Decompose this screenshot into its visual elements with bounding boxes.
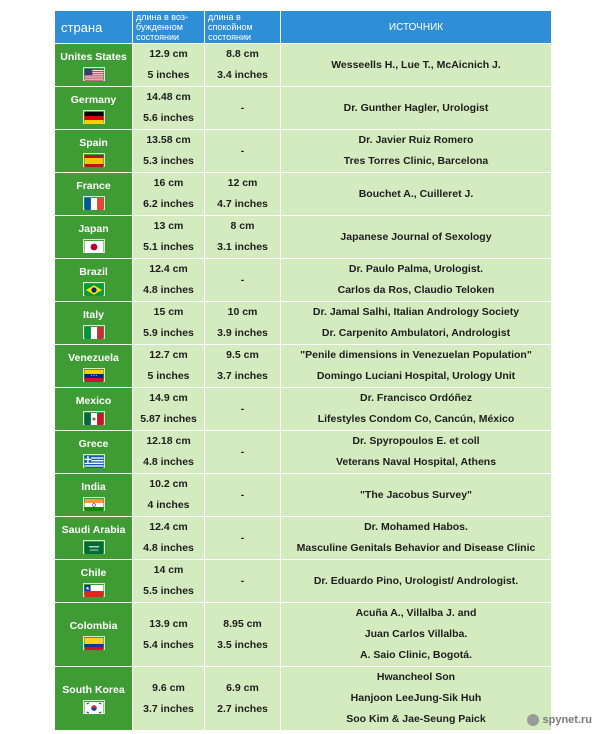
table-row [55, 560, 552, 603]
source-line: Carlos da Ros, Claudio Teloken [337, 284, 495, 296]
country-name: Mexico [75, 394, 112, 407]
header-country: страна [55, 11, 133, 44]
value-line: 14.48 cm [146, 91, 191, 103]
flaccid-length-cell [205, 44, 281, 87]
value-line: - [240, 145, 245, 157]
value-line: 14 cm [153, 564, 184, 576]
source-cell [281, 474, 552, 517]
flag-fr-icon [83, 196, 105, 210]
flaccid-length-cell [205, 173, 281, 216]
flaccid-length-cell [205, 216, 281, 259]
table-row [55, 130, 552, 173]
country-cell [55, 431, 133, 474]
value-line: 5.9 inches [143, 327, 194, 339]
value-line: 10 cm [227, 306, 258, 318]
source-line: Dr. Spyropoulos E. et coll [352, 435, 480, 447]
flaccid-length-cell [205, 603, 281, 667]
value-line: 12.18 cm [146, 435, 191, 447]
country-name: Venezuela [68, 351, 119, 364]
watermark [527, 714, 592, 726]
source-line: Juan Carlos Villalba. [364, 628, 468, 640]
header-erect-length: длина в воз-бужденном состоянии [133, 11, 205, 44]
erect-length-cell [133, 44, 205, 87]
country-name: Italy [82, 308, 104, 321]
country-name: Unites States [60, 50, 127, 63]
source-line: Dr. Eduardo Pino, Urologist/ Andrologist. [313, 574, 519, 587]
value-line: 8 cm [230, 220, 255, 232]
source-line: A. Saio Clinic, Bogotá. [359, 649, 472, 661]
flaccid-length-cell [205, 431, 281, 474]
erect-length-cell [133, 667, 205, 731]
value-line: 5.6 inches [143, 112, 194, 124]
flaccid-length-cell [205, 388, 281, 431]
country-cell [55, 173, 133, 216]
value-line: 5.1 inches [143, 241, 194, 253]
erect-length-cell [133, 173, 205, 216]
header-source: ИСТОЧНИК [281, 11, 552, 44]
source-cell [281, 259, 552, 302]
value-line: 13 cm [153, 220, 184, 232]
country-name: South Korea [62, 684, 125, 696]
erect-length-cell [133, 517, 205, 560]
flag-in-icon [83, 497, 105, 511]
value-line: 13.9 cm [149, 617, 188, 630]
flag-us-icon [83, 67, 105, 81]
erect-length-cell [133, 603, 205, 667]
value-line: - [240, 102, 245, 114]
country-cell [55, 130, 133, 173]
value-line: 3.1 inches [217, 241, 268, 253]
flaccid-length-cell [205, 130, 281, 173]
flag-gr-icon [83, 454, 105, 468]
table-row [55, 44, 552, 87]
country-cell [55, 345, 133, 388]
table-header-row [55, 11, 552, 44]
flaccid-length-cell [205, 667, 281, 731]
source-line: Tres Torres Clinic, Barcelona [343, 155, 489, 167]
flag-ve-icon [83, 368, 105, 382]
value-line: 5 inches [147, 370, 190, 382]
source-cell [281, 173, 552, 216]
table-row [55, 302, 552, 345]
table-row [55, 173, 552, 216]
country-cell [55, 302, 133, 345]
erect-length-cell [133, 431, 205, 474]
source-line: Lifestyles Condom Co, Cancún, México [317, 413, 515, 425]
flag-it-icon [83, 325, 105, 339]
flag-mx-icon [83, 411, 105, 425]
value-line: 6.2 inches [143, 198, 194, 210]
flaccid-length-cell [205, 517, 281, 560]
source-cell [281, 388, 552, 431]
erect-length-cell [133, 302, 205, 345]
country-name: Brazil [79, 265, 108, 278]
value-line: 3.9 inches [217, 327, 268, 339]
source-line: Acuña A., Villalba J. and [355, 607, 477, 619]
value-line: - [240, 575, 245, 587]
erect-length-cell [133, 87, 205, 130]
flag-cl-icon [83, 583, 105, 597]
watermark-text: spynet.ru [542, 714, 592, 726]
value-line: 9.5 cm [226, 349, 259, 361]
source-line: Masculine Genitals Behavior and Disease Clinic [296, 542, 536, 554]
value-line: - [240, 446, 245, 458]
value-line: 5.4 inches [143, 638, 194, 651]
value-line: 5 inches [147, 69, 190, 81]
country-cell [55, 216, 133, 259]
flaccid-length-cell [205, 560, 281, 603]
country-name: Colombia [69, 620, 118, 632]
flaccid-length-cell [205, 345, 281, 388]
value-line: 3.5 inches [217, 638, 268, 651]
flag-br-icon [83, 282, 105, 296]
header-flaccid-length: длина в спокойном состоянии [205, 11, 281, 44]
source-cell [281, 44, 552, 87]
erect-length-cell [133, 388, 205, 431]
source-line: Wesseells H., Lue T., McAicnich J. [331, 58, 501, 71]
flag-es-icon [83, 153, 105, 167]
table-row [55, 345, 552, 388]
country-cell [55, 603, 133, 667]
source-cell [281, 560, 552, 603]
table-row [55, 667, 552, 731]
table-row [55, 474, 552, 517]
erect-length-cell [133, 474, 205, 517]
country-cell [55, 44, 133, 87]
table-row [55, 431, 552, 474]
flag-sa-icon [83, 540, 105, 554]
source-line: Dr. Francisco Ordóñez [359, 392, 473, 404]
country-cell [55, 87, 133, 130]
size-table [54, 10, 552, 731]
value-line: 4.7 inches [217, 198, 268, 210]
erect-length-cell [133, 560, 205, 603]
flag-de-icon [83, 110, 105, 124]
country-name: Japan [78, 222, 109, 235]
source-cell [281, 302, 552, 345]
value-line: 16 cm [153, 177, 184, 189]
source-line: Japanese Journal of Sexology [340, 230, 492, 243]
erect-length-cell [133, 259, 205, 302]
value-line: 10.2 cm [149, 478, 188, 490]
flaccid-length-cell [205, 259, 281, 302]
source-line: Bouchet A., Cuilleret J. [358, 187, 474, 200]
country-cell [55, 560, 133, 603]
country-cell [55, 259, 133, 302]
flaccid-length-cell [205, 302, 281, 345]
source-cell [281, 87, 552, 130]
source-line: Dr. Gunther Hagler, Urologist [343, 101, 489, 114]
erect-length-cell [133, 130, 205, 173]
table-row [55, 259, 552, 302]
value-line: 8.95 cm [223, 617, 262, 630]
value-line: 5.87 inches [140, 413, 197, 425]
flaccid-length-cell [205, 474, 281, 517]
source-line: "Penile dimensions in Venezuelan Population" [300, 349, 532, 361]
value-line: 12.9 cm [149, 48, 188, 60]
source-cell [281, 431, 552, 474]
source-line: Dr. Mohamed Habos. [364, 521, 468, 533]
table-row [55, 517, 552, 560]
value-line: 12 cm [227, 177, 258, 189]
table-row [55, 216, 552, 259]
source-cell [281, 216, 552, 259]
source-line: Veterans Naval Hospital, Athens [335, 456, 497, 468]
erect-length-cell [133, 216, 205, 259]
source-cell [281, 517, 552, 560]
country-name: Germany [70, 93, 117, 106]
value-line: 8.8 cm [226, 48, 259, 60]
value-line: 15 cm [153, 306, 184, 318]
source-line: Hwancheol Son [376, 671, 456, 683]
value-line: 12.4 cm [149, 521, 188, 533]
country-name: Chile [80, 566, 107, 579]
erect-length-cell [133, 345, 205, 388]
country-name: Saudi Arabia [61, 523, 126, 536]
country-name: France [76, 179, 111, 192]
table-row [55, 388, 552, 431]
source-cell [281, 667, 552, 731]
source-line: Hanjoon LeeJung-Sik Huh [350, 692, 482, 704]
table-row [55, 603, 552, 667]
source-line: Dr. Carpenito Ambulatori, Andrologist [321, 327, 511, 339]
table-row [55, 87, 552, 130]
country-name: India [81, 480, 106, 493]
value-line: 4.8 inches [143, 456, 194, 468]
value-line: 2.7 inches [217, 702, 268, 715]
value-line: 5.5 inches [143, 585, 194, 597]
country-cell [55, 474, 133, 517]
country-cell [55, 388, 133, 431]
value-line: 9.6 cm [152, 681, 185, 694]
source-line: Dr. Javier Ruiz Romero [358, 134, 474, 146]
country-name: Spain [79, 136, 108, 149]
value-line: 5.3 inches [143, 155, 194, 167]
source-line: Domingo Luciani Hospital, Urology Unit [316, 370, 516, 382]
value-line: 3.7 inches [143, 702, 194, 715]
source-line: Soo Kim & Jae-Seung Paick [346, 713, 486, 725]
value-line: - [240, 489, 245, 501]
country-name: Grece [78, 437, 109, 450]
value-line: - [240, 403, 245, 415]
country-cell [55, 517, 133, 560]
source-cell [281, 345, 552, 388]
value-line: 12.7 cm [149, 349, 188, 361]
value-line: 3.7 inches [217, 370, 268, 382]
source-line: Dr. Jamal Salhi, Italian Andrology Society [312, 306, 520, 318]
source-line: "The Jacobus Survey" [359, 488, 473, 501]
source-cell [281, 603, 552, 667]
value-line: 3.4 inches [217, 69, 268, 81]
value-line: - [240, 274, 245, 286]
value-line: 4 inches [147, 499, 190, 511]
source-cell [281, 130, 552, 173]
flag-kr-icon [83, 700, 105, 714]
flag-jp-icon [83, 239, 105, 253]
value-line: 13.58 cm [146, 134, 191, 146]
country-cell [55, 667, 133, 731]
value-line: 4.8 inches [143, 284, 194, 296]
value-line: 4.8 inches [143, 542, 194, 554]
value-line: 6.9 cm [226, 681, 259, 694]
value-line: 12.4 cm [149, 263, 188, 275]
spynet-logo-icon [527, 714, 539, 726]
value-line: - [240, 532, 245, 544]
flaccid-length-cell [205, 87, 281, 130]
value-line: 14.9 cm [149, 392, 188, 404]
flag-co-icon [83, 636, 105, 650]
source-line: Dr. Paulo Palma, Urologist. [348, 263, 484, 275]
